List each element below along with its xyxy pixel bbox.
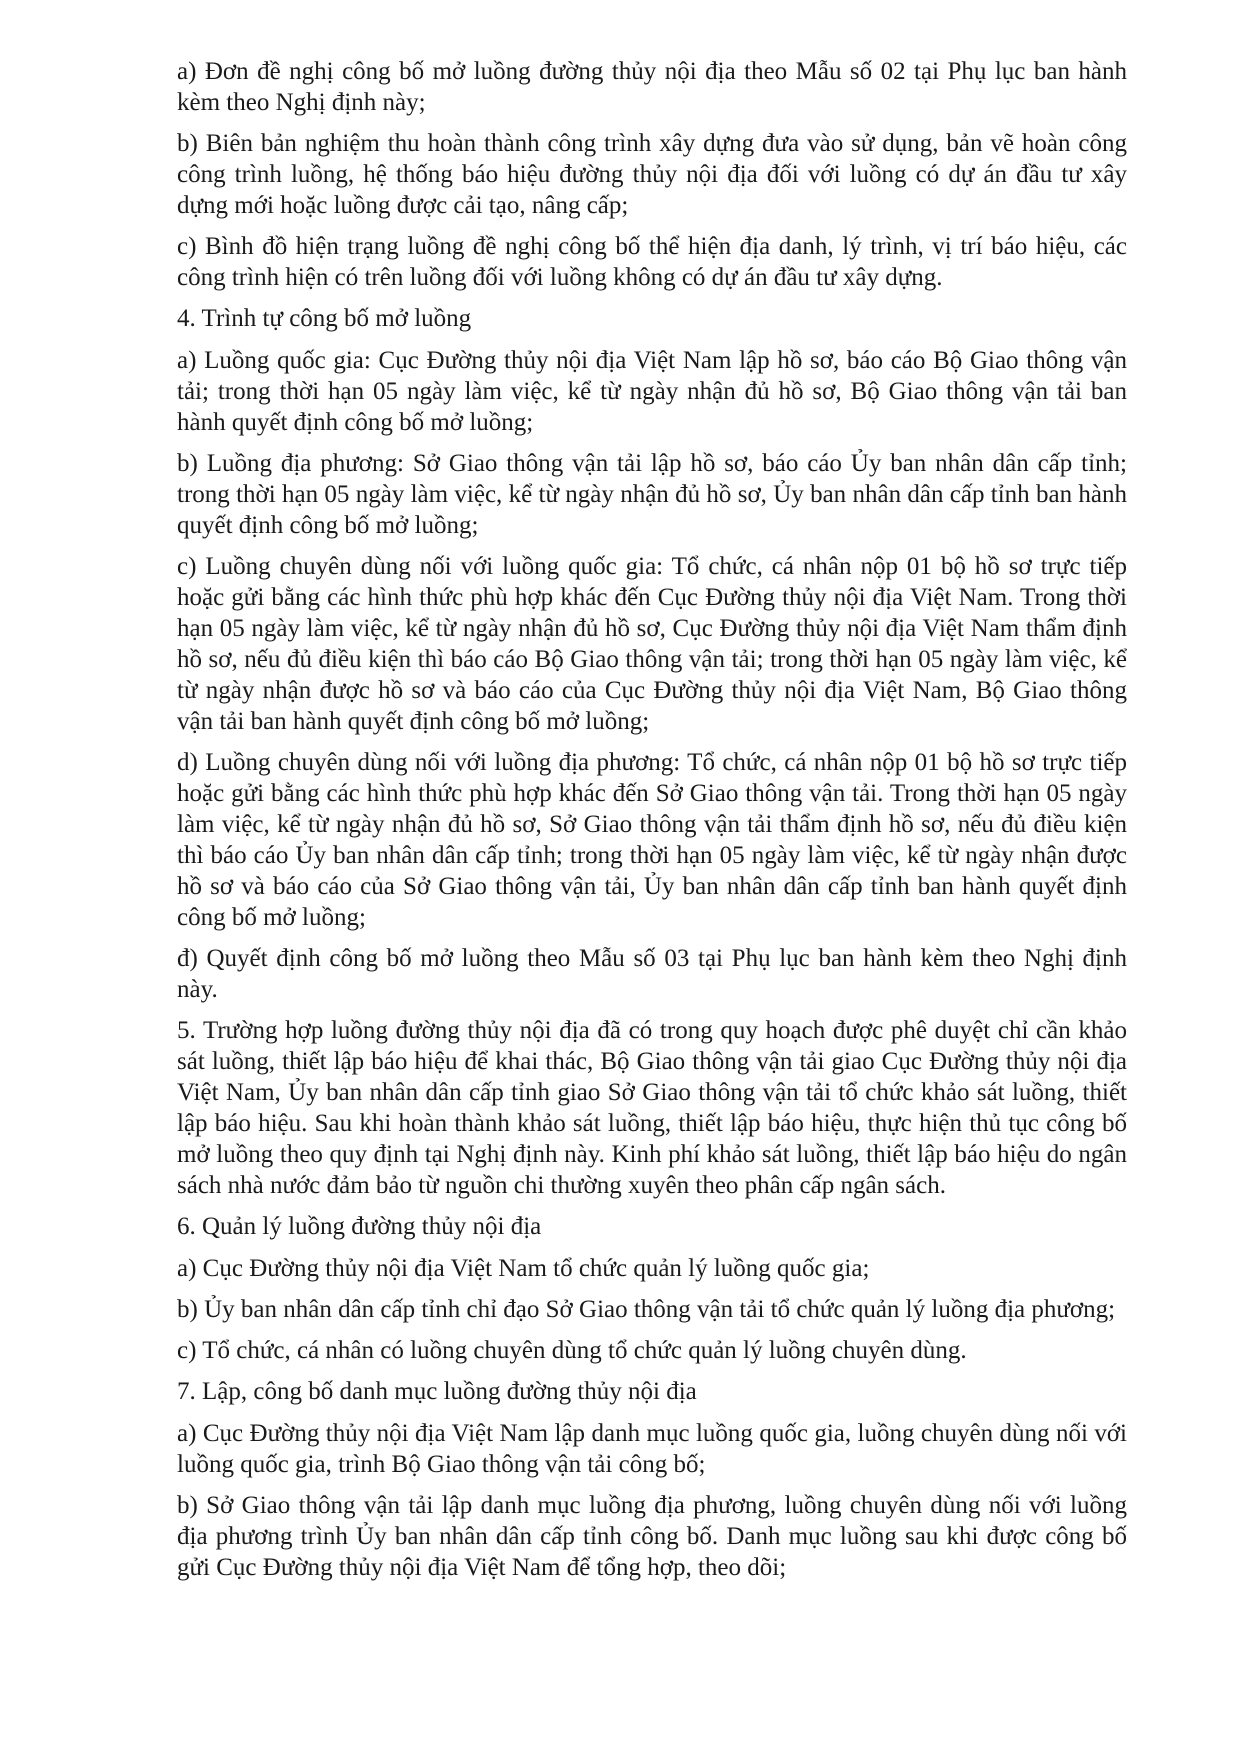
paragraph-6b: b) Ủy ban nhân dân cấp tỉnh chỉ đạo Sở Giao thông vận tải tổ chức quản lý luồng địa phương; — [177, 1296, 1116, 1323]
paragraph-4a: a) Luồng quốc gia: Cục Đường thủy nội địa Việt Nam lập hồ sơ, báo cáo Bộ Giao thông vận tải; trong thời hạn 05 ngày làm việc, kể từ ngày nhận đủ hồ sơ, Bộ Giao thông vận tải ban hành quyết định công bố mở luồng; — [177, 347, 1127, 436]
paragraph-6a: a) Cục Đường thủy nội địa Việt Nam tổ chức quản lý luồng quốc gia; — [177, 1255, 870, 1282]
paragraph-3b: b) Biên bản nghiệm thu hoàn thành công trình xây dựng đưa vào sử dụng, bản vẽ hoàn công công trình luồng, hệ thống báo hiệu đường thủy nội địa đối với luồng có dự án đầu tư xây dựng mới hoặc luồng được cải tạo, nâng cấp; — [177, 130, 1127, 219]
paragraph-4c: c) Luồng chuyên dùng nối với luồng quốc gia: Tổ chức, cá nhân nộp 01 bộ hồ sơ trực tiếp hoặc gửi bằng các hình thức phù hợp khác đến Cục Đường thủy nội địa Việt Nam. Trong thời hạn 05 ngày làm việc, kể từ ngày nhận đủ hồ sơ, Cục Đường thủy nội địa Việt Nam thẩm định hồ sơ, nếu đủ điều kiện thì báo cáo Bộ Giao thông vận tải; trong thời hạn 05 ngày làm việc, kể từ ngày nhận được hồ sơ và báo cáo của Cục Đường thủy nội địa Việt Nam, Bộ Giao thông vận tải ban hành quyết định công bố mở luồng; — [177, 553, 1127, 735]
document-page — [177, 56, 1127, 1593]
paragraph-7b: b) Sở Giao thông vận tải lập danh mục luồng địa phương, luồng chuyên dùng nối với luồng địa phương trình Ủy ban nhân dân cấp tỉnh công bố. Danh mục luồng sau khi được công bố gửi Cục Đường thủy nội địa Việt Nam để tổng hợp, theo dõi; — [177, 1492, 1127, 1581]
section-heading-7: 7. Lập, công bố danh mục luồng đường thủy nội địa — [177, 1378, 697, 1405]
paragraph-4b: b) Luồng địa phương: Sở Giao thông vận tải lập hồ sơ, báo cáo Ủy ban nhân dân cấp tỉnh; trong thời hạn 05 ngày làm việc, kể từ ngày nhận đủ hồ sơ, Ủy ban nhân dân cấp tỉnh ban hành quyết định công bố mở luồng; — [177, 450, 1127, 539]
section-5: 5. Trường hợp luồng đường thủy nội địa đã có trong quy hoạch được phê duyệt chỉ cần khảo sát luồng, thiết lập báo hiệu để khai thác, Bộ Giao thông vận tải giao Cục Đường thủy nội địa Việt Nam, Ủy ban nhân dân cấp tỉnh giao Sở Giao thông vận tải tổ chức khảo sát luồng, thiết lập báo hiệu. Sau khi hoàn thành khảo sát luồng, thiết lập báo hiệu, thực hiện thủ tục công bố mở luồng theo quy định tại Nghị định này. Kinh phí khảo sát luồng, thiết lập báo hiệu do ngân sách nhà nước đảm bảo từ nguồn chi thường xuyên theo phân cấp ngân sách. — [177, 1017, 1127, 1199]
paragraph-3c: c) Bình đồ hiện trạng luồng đề nghị công bố thể hiện địa danh, lý trình, vị trí báo hiệu, các công trình hiện có trên luồng đối với luồng không có dự án đầu tư xây dựng. — [177, 233, 1127, 291]
paragraph-6c: c) Tổ chức, cá nhân có luồng chuyên dùng tổ chức quản lý luồng chuyên dùng. — [177, 1337, 967, 1364]
paragraph-3a: a) Đơn đề nghị công bố mở luồng đường thủy nội địa theo Mẫu số 02 tại Phụ lục ban hành kèm theo Nghị định này; — [177, 58, 1127, 116]
section-heading-4: 4. Trình tự công bố mở luồng — [177, 305, 472, 332]
paragraph-7a: a) Cục Đường thủy nội địa Việt Nam lập danh mục luồng quốc gia, luồng chuyên dùng nối với luồng quốc gia, trình Bộ Giao thông vận tải công bố; — [177, 1420, 1127, 1478]
paragraph-4dd: đ) Quyết định công bố mở luồng theo Mẫu số 03 tại Phụ lục ban hành kèm theo Nghị định này. — [177, 945, 1127, 1003]
paragraph-4d: d) Luồng chuyên dùng nối với luồng địa phương: Tổ chức, cá nhân nộp 01 bộ hồ sơ trực tiếp hoặc gửi bằng các hình thức phù hợp khác đến Sở Giao thông vận tải. Trong thời hạn 05 ngày làm việc, kể từ ngày nhận đủ hồ sơ, Sở Giao thông vận tải thẩm định hồ sơ, nếu đủ điều kiện thì báo cáo Ủy ban nhân dân cấp tỉnh; trong thời hạn 05 ngày làm việc, kể từ ngày nhận được hồ sơ và báo cáo của Sở Giao thông vận tải, Ủy ban nhân dân cấp tỉnh ban hành quyết định công bố mở luồng; — [177, 749, 1127, 931]
section-heading-6: 6. Quản lý luồng đường thủy nội địa — [177, 1213, 542, 1240]
